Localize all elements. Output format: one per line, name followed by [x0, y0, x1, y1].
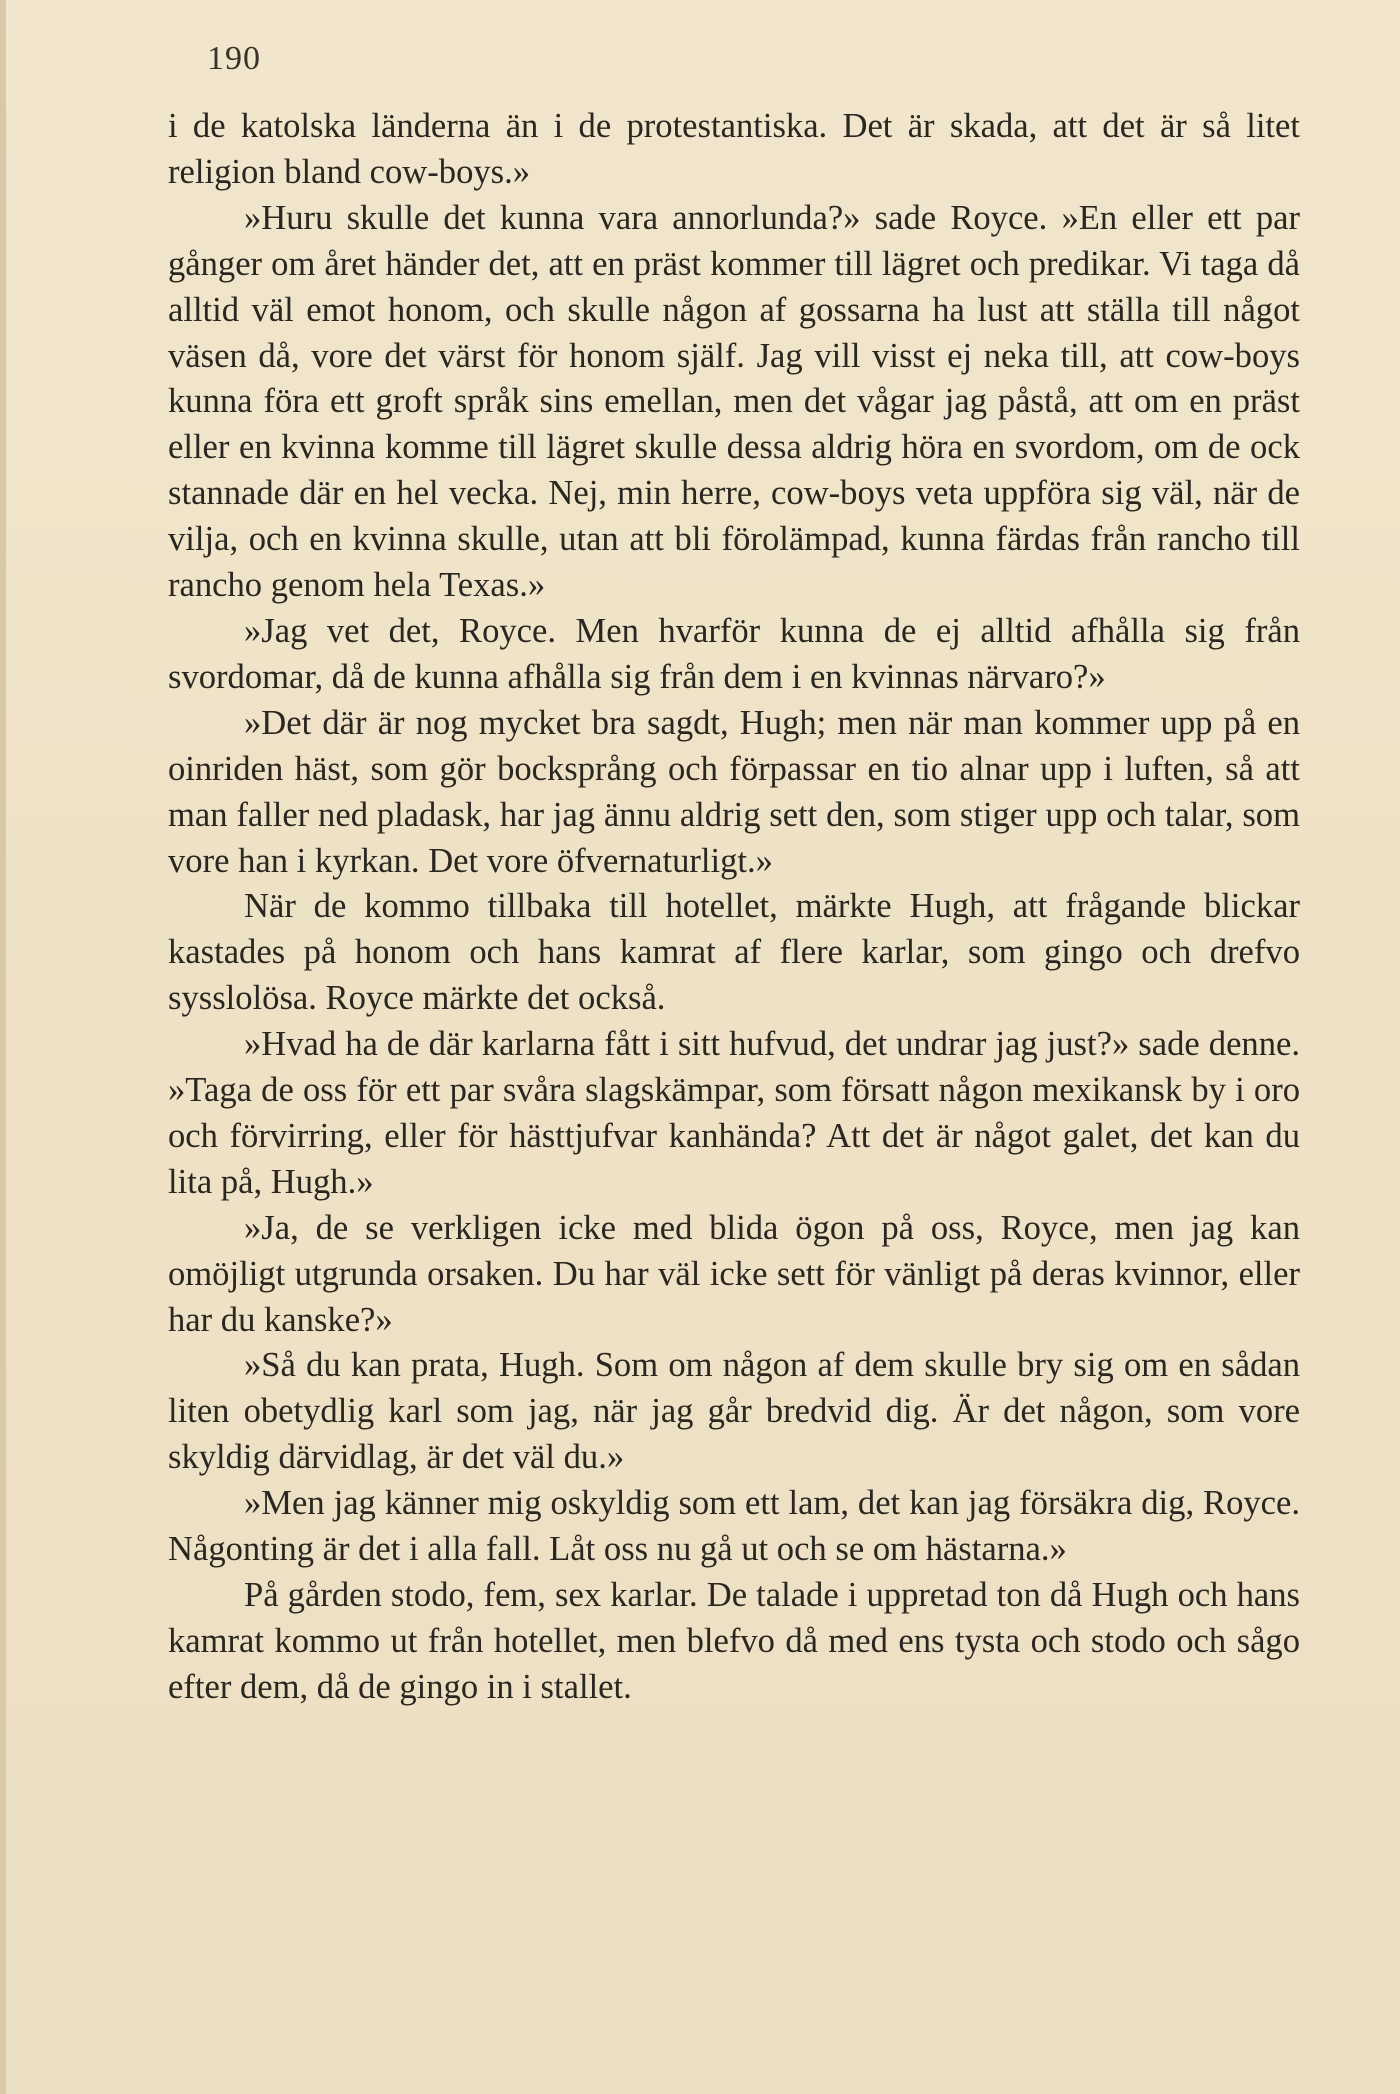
- paragraph-2: »Huru skulle det kunna vara annorlunda?» sade Royce. »En eller ett par gånger om året händer det, att en präst kommer till lägret och predikar. Vi taga då alltid väl emot honom, och skulle någon af gossarna ha lust att ställa till något väsen då, vore det värst för honom själf. Jag vill visst ej neka till, att cow-boys kunna föra ett groft språk sins emellan, men det vågar jag påstå, att om en präst eller en kvinna komme till lägret skulle dessa aldrig höra en svordom, om de ock stannade där en hel vecka. Nej, min herre, cow-boys veta uppföra sig väl, när de vilja, och en kvinna skulle, utan att bli förolämpad, kunna färdas från rancho till rancho genom hela Texas.»: [168, 198, 1300, 605]
- paragraph-1: i de katolska länderna än i de protestantiska. Det är skada, att det är så litet religion bland cow-boys.»: [168, 107, 1300, 191]
- paragraph-6: »Hvad ha de där karlarna fått i sitt hufvud, det undrar jag just?» sade denne. »Taga de oss för ett par svåra slagskämpar, som försatt någon mexikansk by i oro och förvirring, eller för hästtjufvar kanhända? Att det är något galet, det kan du lita på, Hugh.»: [168, 1025, 1300, 1201]
- paragraph-4: »Det där är nog mycket bra sagdt, Hugh; men när man kommer upp på en oinriden häst, som gör bocksprång och förpassar en tio alnar upp i luften, så att man faller ned pladask, har jag ännu aldrig sett den, som stiger upp och talar, som vore han i kyrkan. Det vore öfvernaturligt.»: [168, 703, 1300, 880]
- paragraph-5: När de kommo tillbaka till hotellet, märkte Hugh, att frågande blickar kastades på honom och hans kamrat af flere karlar, som gingo och drefvo sysslolösa. Royce märkte det också.: [168, 887, 1300, 1018]
- paragraph-10: På gården stodo, fem, sex karlar. De talade i uppretad ton då Hugh och hans kamrat kommo ut från hotellet, men blefvo då med ens tysta och stodo och sågo efter dem, då de gingo in i stallet.: [168, 1576, 1300, 1706]
- body-text: [168, 104, 1300, 1711]
- paragraph-3: »Jag vet det, Royce. Men hvarför kunna de ej alltid afhålla sig från svordomar, då de kunna afhålla sig från dem i en kvinnas närvaro?»: [168, 611, 1300, 696]
- page-edge: [0, 0, 6, 2094]
- paragraph-8: »Så du kan prata, Hugh. Som om någon af dem skulle bry sig om en sådan liten obetydlig karl som jag, när jag går bredvid dig. Är det någon, som vore skyldig därvidlag, är det väl du.»: [168, 1346, 1300, 1477]
- page-number: 190: [207, 40, 261, 77]
- paragraph-7: »Ja, de se verkligen icke med blida ögon på oss, Royce, men jag kan omöjligt utgrunda orsaken. Du har väl icke sett för vänligt på deras kvinnor, eller har du kanske?»: [168, 1208, 1300, 1339]
- paragraph-9: »Men jag känner mig oskyldig som ett lam, det kan jag försäkra dig, Royce. Någonting är det i alla fall. Låt oss nu gå ut och se om hästarna.»: [168, 1484, 1300, 1569]
